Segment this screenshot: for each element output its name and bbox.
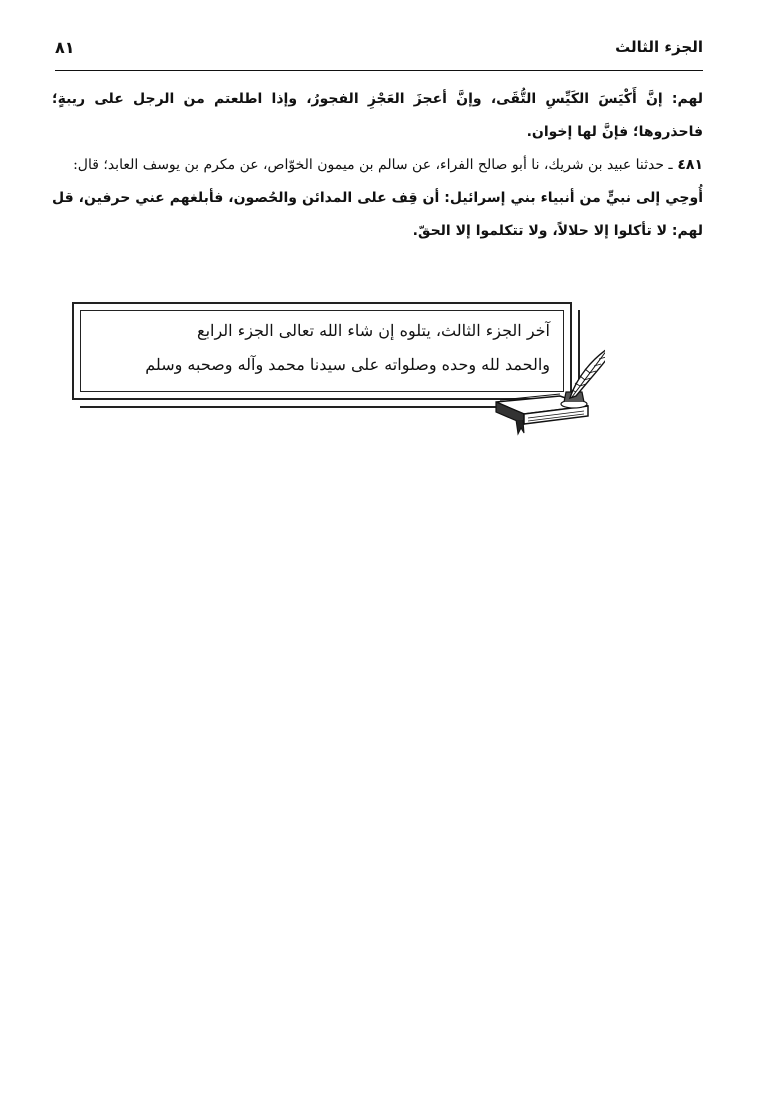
colophon-line-2: والحمد لله وحده وصلواته على سيدنا محمد وآله وصحبه وسلم <box>145 355 550 374</box>
header-rule <box>55 70 703 71</box>
page-header <box>55 30 703 64</box>
running-title: الجزء الثالث <box>615 38 703 56</box>
paragraph-1-text: لهم: إنَّ أَكْيَسَ الكَيِّسِ التُّقَى، وإنَّ أعجزَ العَجْزِ الفجورُ، وإذا اطلعتم من الرجل على ريبةٍ؛ فاحذروها؛ فإنَّ لها إخوان. <box>52 91 703 140</box>
body-text <box>52 82 703 247</box>
feather-icon <box>570 342 605 398</box>
hadith-number: ٤٨١ <box>677 157 703 173</box>
quill-and-book-icon <box>490 340 605 440</box>
page-number: ٨١ <box>55 37 75 57</box>
paragraph-3 <box>52 181 703 247</box>
colophon-line-1: آخر الجزء الثالث، يتلوه إن شاء الله تعالى الجزء الرابع <box>197 321 550 340</box>
paragraph-3-text: أُوحِي إلى نبيٍّ من أنبياء بني إسرائيل: أن قِف على المدائن والحُصون، فأبلغهم عني حرفين، قل لهم: لا تأكلوا إلا حلالاً، ولا تتكلموا إلا الحقّ. <box>52 190 703 239</box>
paragraph-2-text: ـ حدثنا عبيد بن شريك، نا أبو صالح الفراء، عن سالم بن ميمون الخوّاص، عن مكرم بن يوسف العابد؛ قال: <box>73 157 673 173</box>
paragraph-2 <box>52 148 703 181</box>
paragraph-1 <box>52 82 703 148</box>
